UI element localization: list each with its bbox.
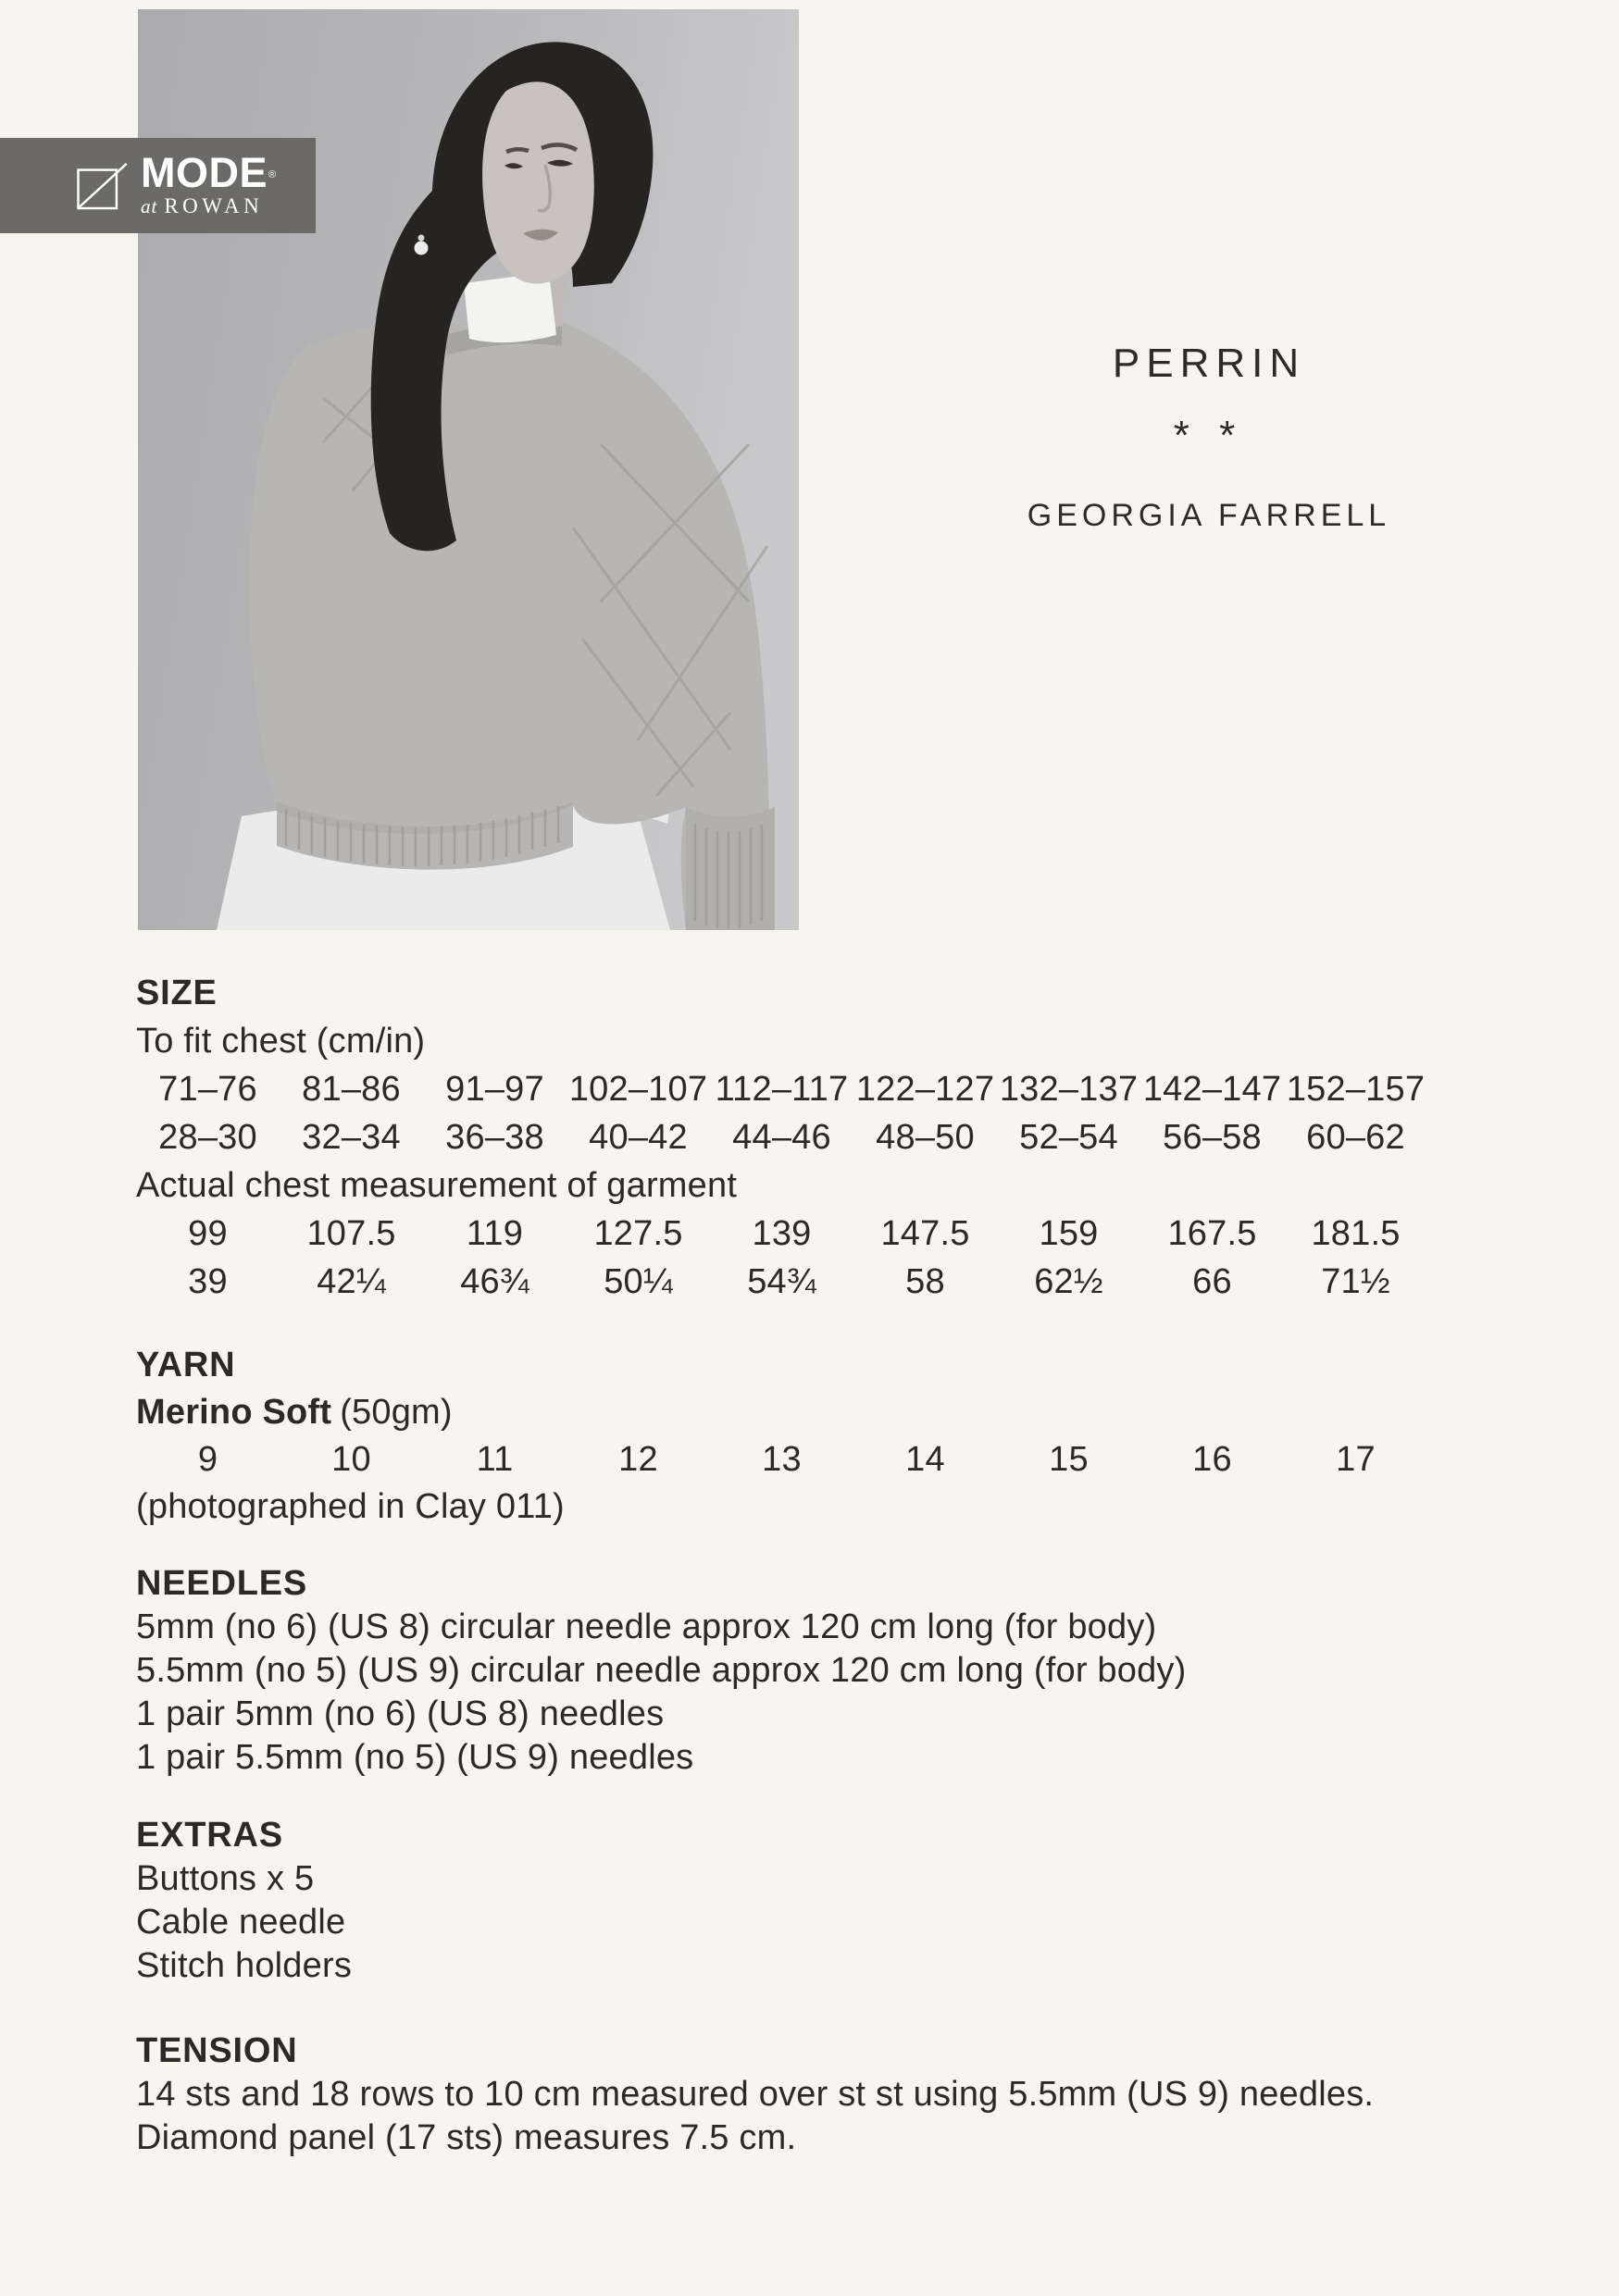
cuff-ribbing-lines xyxy=(695,824,762,929)
size-heading: SIZE xyxy=(136,974,218,1012)
table-cell: 107.5 xyxy=(306,1214,396,1253)
title-block xyxy=(885,341,1533,553)
table-cell: 13 xyxy=(762,1440,802,1479)
table-cell: 112–117 xyxy=(715,1070,849,1109)
table-cell: 66 xyxy=(1192,1262,1232,1301)
table-cell: 60–62 xyxy=(1306,1118,1405,1157)
extras-line: Cable needle xyxy=(136,1903,346,1942)
table-cell: 15 xyxy=(1049,1440,1089,1479)
table-cell: 102–107 xyxy=(568,1070,708,1109)
extras-section xyxy=(136,1814,1427,1988)
table-cell: 11 xyxy=(476,1440,514,1479)
table-cell: 122–127 xyxy=(855,1070,995,1109)
extras-line: Stitch holders xyxy=(136,1946,353,1985)
tension-line: 14 sts and 18 rows to 10 cm measured over st st using 5.5mm (US 9) needles. xyxy=(136,2075,1375,2114)
brand-name-line xyxy=(141,149,277,196)
table-cell: 12 xyxy=(618,1440,658,1479)
needles-heading: NEEDLES xyxy=(136,1564,308,1603)
yarn-weight: (50gm) xyxy=(340,1393,453,1432)
yarn-name-line xyxy=(136,1389,1427,1436)
needles-line: 1 pair 5.5mm (no 5) (US 9) needles xyxy=(136,1738,694,1777)
table-cell: 91–97 xyxy=(445,1070,544,1109)
size-to-fit-label: To fit chest (cm/in) xyxy=(136,1022,426,1061)
brand-rowan: ROWAN xyxy=(164,194,264,217)
table-cell: 181.5 xyxy=(1311,1214,1401,1253)
table-cell: 44–46 xyxy=(732,1118,831,1157)
needles-line: 1 pair 5mm (no 6) (US 8) needles xyxy=(136,1694,665,1733)
tension-section xyxy=(136,2029,1427,2160)
table-cell: 159 xyxy=(1039,1214,1099,1253)
table-cell: 81–86 xyxy=(302,1070,401,1109)
size-to-fit-in-row xyxy=(136,1113,1427,1161)
yarn-quantities-row xyxy=(136,1436,1427,1483)
trademark-symbol: ® xyxy=(268,169,277,180)
table-cell: 39 xyxy=(188,1262,228,1301)
size-actual-in-row xyxy=(136,1258,1427,1306)
earring-post xyxy=(418,235,425,242)
table-cell: 56–58 xyxy=(1163,1118,1262,1157)
tension-line: Diamond panel (17 sts) measures 7.5 cm. xyxy=(136,2118,797,2157)
table-cell: 17 xyxy=(1336,1440,1376,1479)
table-cell: 139 xyxy=(752,1214,812,1253)
extras-line: Buttons x 5 xyxy=(136,1859,315,1898)
table-cell: 32–34 xyxy=(302,1118,401,1157)
yarn-heading: YARN xyxy=(136,1346,236,1384)
table-cell: 147.5 xyxy=(880,1214,970,1253)
face xyxy=(482,81,594,283)
brand-banner xyxy=(0,138,316,233)
table-cell: 52–54 xyxy=(1019,1118,1118,1157)
table-cell: 152–157 xyxy=(1286,1070,1426,1109)
table-cell: 54¾ xyxy=(747,1262,816,1301)
yarn-section xyxy=(136,1342,1427,1531)
yarn-name: Merino Soft xyxy=(136,1393,332,1432)
table-cell: 99 xyxy=(188,1214,228,1253)
table-cell: 36–38 xyxy=(445,1118,544,1157)
earring xyxy=(415,242,429,255)
difficulty-stars: * * xyxy=(1173,413,1245,458)
table-cell: 132–137 xyxy=(999,1070,1139,1109)
table-cell: 48–50 xyxy=(876,1118,975,1157)
table-cell: 16 xyxy=(1192,1440,1232,1479)
size-to-fit-cm-row xyxy=(136,1065,1427,1113)
table-cell: 127.5 xyxy=(593,1214,683,1253)
pattern-title: PERRIN xyxy=(1112,341,1306,386)
mode-logo-icon xyxy=(76,161,130,211)
table-cell: 142–147 xyxy=(1142,1070,1282,1109)
table-cell: 71–76 xyxy=(158,1070,257,1109)
brand-at: at xyxy=(141,195,158,217)
extras-heading: EXTRAS xyxy=(136,1816,283,1855)
table-cell: 167.5 xyxy=(1167,1214,1257,1253)
table-cell: 28–30 xyxy=(158,1118,257,1157)
table-cell: 40–42 xyxy=(589,1118,688,1157)
table-cell: 62½ xyxy=(1034,1262,1103,1301)
table-cell: 71½ xyxy=(1321,1262,1390,1301)
needles-line: 5mm (no 6) (US 8) circular needle approx 120 cm long (for body) xyxy=(136,1607,1157,1646)
needles-section xyxy=(136,1562,1427,1780)
table-cell: 119 xyxy=(466,1214,524,1253)
designer-name: GEORGIA FARRELL xyxy=(1027,498,1391,533)
table-cell: 9 xyxy=(197,1440,218,1479)
brand-wordmark xyxy=(141,149,277,218)
table-cell: 10 xyxy=(331,1440,371,1479)
table-cell: 46¾ xyxy=(460,1262,529,1301)
table-cell: 58 xyxy=(905,1262,945,1301)
size-actual-label: Actual chest measurement of garment xyxy=(136,1166,738,1205)
size-actual-cm-row xyxy=(136,1210,1427,1258)
tension-heading: TENSION xyxy=(136,2031,298,2070)
brand-sub-line xyxy=(141,194,276,218)
needles-line: 5.5mm (no 5) (US 9) circular needle approx 120 cm long (for body) xyxy=(136,1651,1187,1690)
yarn-note: (photographed in Clay 011) xyxy=(136,1487,565,1526)
size-section xyxy=(136,969,1427,1306)
brand-name: MODE xyxy=(141,149,268,196)
table-cell: 50¼ xyxy=(604,1262,673,1301)
table-cell: 42¼ xyxy=(317,1262,386,1301)
table-cell: 14 xyxy=(905,1440,945,1479)
